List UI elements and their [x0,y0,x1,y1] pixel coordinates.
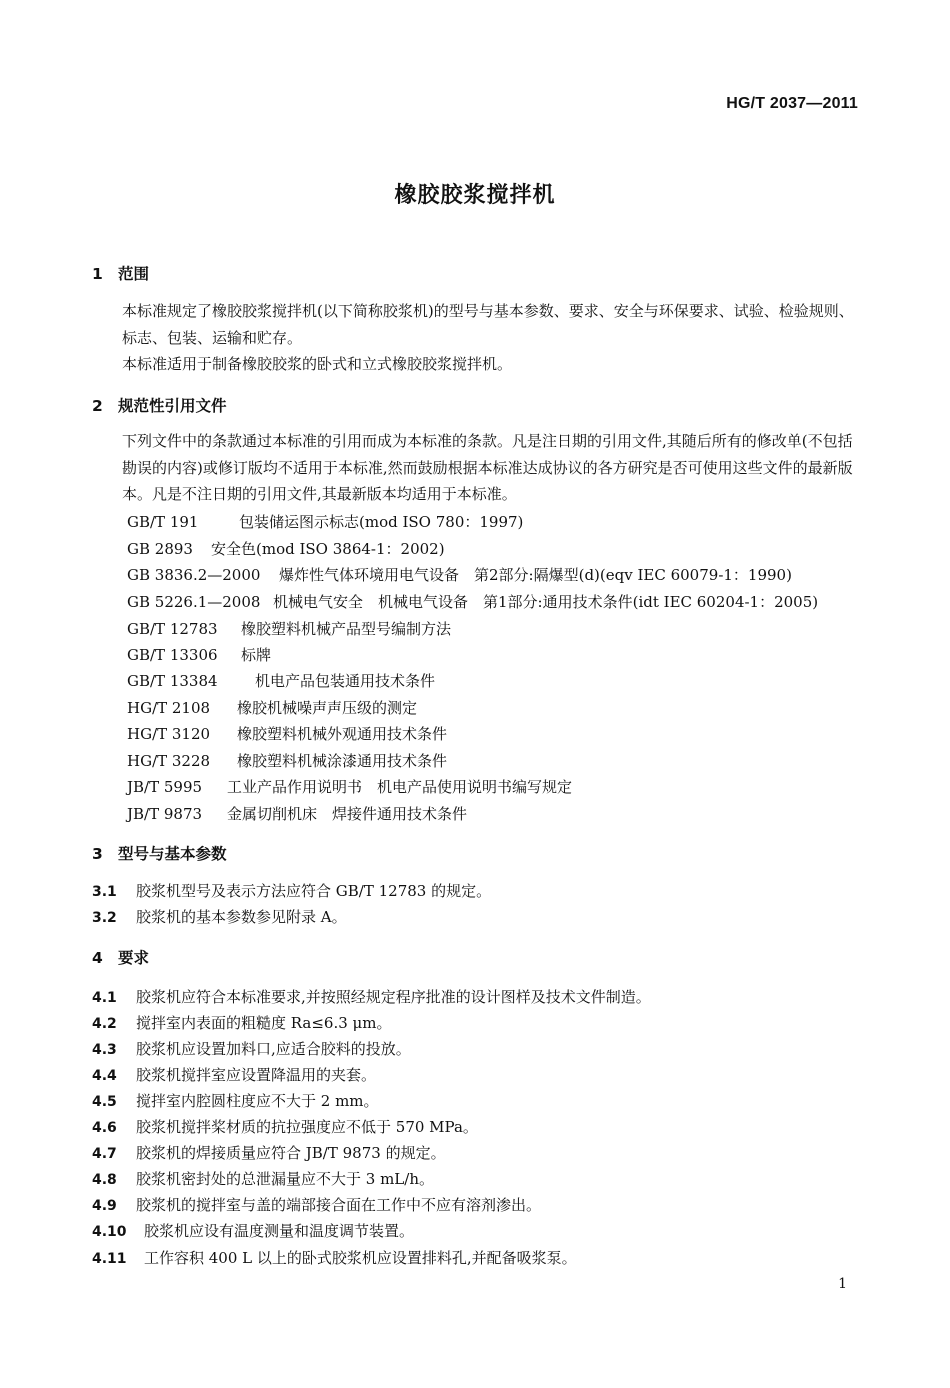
reference-code: HG/T 3120 [127,725,211,743]
reference-code: HG/T 2108 [127,699,211,717]
section-3-heading [92,842,227,864]
section-title: 型号与基本参数 [118,845,227,863]
section-title: 规范性引用文件 [118,397,227,415]
section-2-intro [92,428,864,508]
clause-number: 3.2 [92,910,117,926]
reference-title: 爆炸性气体环境用电气设备 第2部分:隔爆型(d)(eqv IEC 60079-1：1990) [279,566,792,584]
reference-code: HG/T 3228 [127,752,211,770]
reference-code: GB/T 13384 [127,672,218,690]
section-number: 4 [92,949,103,967]
paragraph-text: 下列文件中的条款通过本标准的引用而成为本标准的条款。凡是注日期的引用文件,其随后所有的修改单(不包括勘误的内容)或修订版均不适用于本标准,然而鼓励根据本标准达成协议的各方研究是否可使用这些文件的最新版本。凡是不注日期的引用文件,其最新版本均适用于本标准。 [122,432,853,503]
reference-entry [127,803,467,824]
clause-number: 4.1 [92,990,117,1006]
clause-text: 搅拌室内表面的粗糙度 Ra≤6.3 μm。 [136,1014,392,1032]
reference-entry [127,776,572,797]
standard-code: HG/T 2037—2011 [726,95,858,112]
clause-number: 4.2 [92,1016,117,1032]
paragraph-text: 本标准规定了橡胶胶浆搅拌机(以下简称胶浆机)的型号与基本参数、要求、安全与环保要求、试验、检验规则、标志、包装、运输和贮存。 [122,302,854,347]
clause-item [92,986,651,1007]
reference-code: GB/T 13306 [127,646,218,664]
clause-item [92,1142,446,1163]
reference-title: 机械电气安全 机械电气设备 第1部分:通用技术条件(idt IEC 60204-1：2005) [273,593,819,611]
reference-title: 橡胶塑料机械外观通用技术条件 [237,725,448,743]
section-1-paragraph-2 [92,351,864,378]
paragraph-text: 本标准适用于制备橡胶胶浆的卧式和立式橡胶胶浆搅拌机。 [122,355,513,373]
section-title: 范围 [118,265,150,283]
reference-entry [127,618,451,639]
reference-title: 工业产品作用说明书 机电产品使用说明书编写规定 [227,778,573,796]
clause-text: 胶浆机搅拌桨材质的抗拉强度应不低于 570 MPa。 [136,1118,478,1136]
reference-code: GB/T 12783 [127,620,218,638]
section-number: 3 [92,845,103,863]
reference-title: 安全色(mod ISO 3864-1：2002) [211,540,445,558]
clause-number: 4.9 [92,1198,117,1214]
clause-item [92,1220,414,1241]
clause-number: 4.4 [92,1068,117,1084]
clause-text: 胶浆机密封处的总泄漏量应不大于 3 mL/h。 [136,1170,434,1188]
clause-item [92,1064,376,1085]
section-1-heading [92,262,149,284]
reference-entry [127,644,271,665]
reference-code: GB 2893 [127,540,193,558]
reference-title: 橡胶机械噪声声压级的测定 [237,699,418,717]
clause-number: 4.8 [92,1172,117,1188]
reference-code: JB/T 9873 [127,805,203,823]
section-number: 2 [92,397,103,415]
clause-text: 搅拌室内腔圆柱度应不大于 2 mm。 [136,1092,379,1110]
clause-text: 胶浆机应符合本标准要求,并按照经规定程序批准的设计图样及技术文件制造。 [136,988,651,1006]
reference-code: GB 5226.1—2008 [127,593,261,611]
reference-title: 橡胶塑料机械产品型号编制方法 [241,620,452,638]
reference-title: 金属切削机床 焊接件通用技术条件 [227,805,468,823]
reference-entry [127,697,417,718]
section-title: 要求 [118,949,150,967]
clause-number: 4.5 [92,1094,117,1110]
reference-title: 橡胶塑料机械涂漆通用技术条件 [237,752,448,770]
clause-text: 工作容积 400 L 以上的卧式胶浆机应设置排料孔,并配备吸浆泵。 [144,1249,577,1267]
clause-item [92,1090,379,1111]
reference-entry [127,564,792,585]
section-2-heading [92,394,227,416]
clause-number: 4.11 [92,1251,127,1267]
reference-entry [127,670,435,691]
clause-text: 胶浆机型号及表示方法应符合 GB/T 12783 的规定。 [136,882,492,900]
clause-text: 胶浆机应设有温度测量和温度调节装置。 [144,1222,415,1240]
clause-text: 胶浆机的焊接质量应符合 JB/T 9873 的规定。 [136,1144,446,1162]
reference-code: JB/T 5995 [127,778,203,796]
clause-item [92,1168,434,1189]
document-title: 橡胶胶浆搅拌机 [394,183,556,208]
reference-title: 标牌 [241,646,272,664]
page-number: 1 [838,1276,847,1292]
clause-item [92,1012,392,1033]
reference-entry [127,511,523,532]
reference-entry [127,538,445,559]
clause-text: 胶浆机搅拌室应设置降温用的夹套。 [136,1066,377,1084]
reference-entry [127,591,818,612]
clause-number: 4.10 [92,1224,127,1240]
section-number: 1 [92,265,103,283]
clause-number: 4.6 [92,1120,117,1136]
clause-number: 3.1 [92,884,117,900]
reference-title: 包装储运图示标志(mod ISO 780：1997) [239,513,524,531]
reference-code: GB 3836.2—2000 [127,566,261,584]
reference-title: 机电产品包装通用技术条件 [255,672,436,690]
clause-item [92,1194,541,1215]
clause-number: 4.3 [92,1042,117,1058]
clause-item [92,1247,577,1268]
clause-text: 胶浆机应设置加料口,应适合胶料的投放。 [136,1040,411,1058]
section-4-heading [92,946,149,968]
clause-item [92,880,491,901]
clause-number: 4.7 [92,1146,117,1162]
section-1-paragraph-1 [92,298,864,351]
reference-code: GB/T 191 [127,513,199,531]
clause-text: 胶浆机的基本参数参见附录 A。 [136,908,347,926]
reference-entry [127,750,447,771]
clause-item [92,1038,411,1059]
clause-item [92,1116,478,1137]
reference-entry [127,723,447,744]
clause-text: 胶浆机的搅拌室与盖的端部接合面在工作中不应有溶剂渗出。 [136,1196,542,1214]
clause-item [92,906,347,927]
